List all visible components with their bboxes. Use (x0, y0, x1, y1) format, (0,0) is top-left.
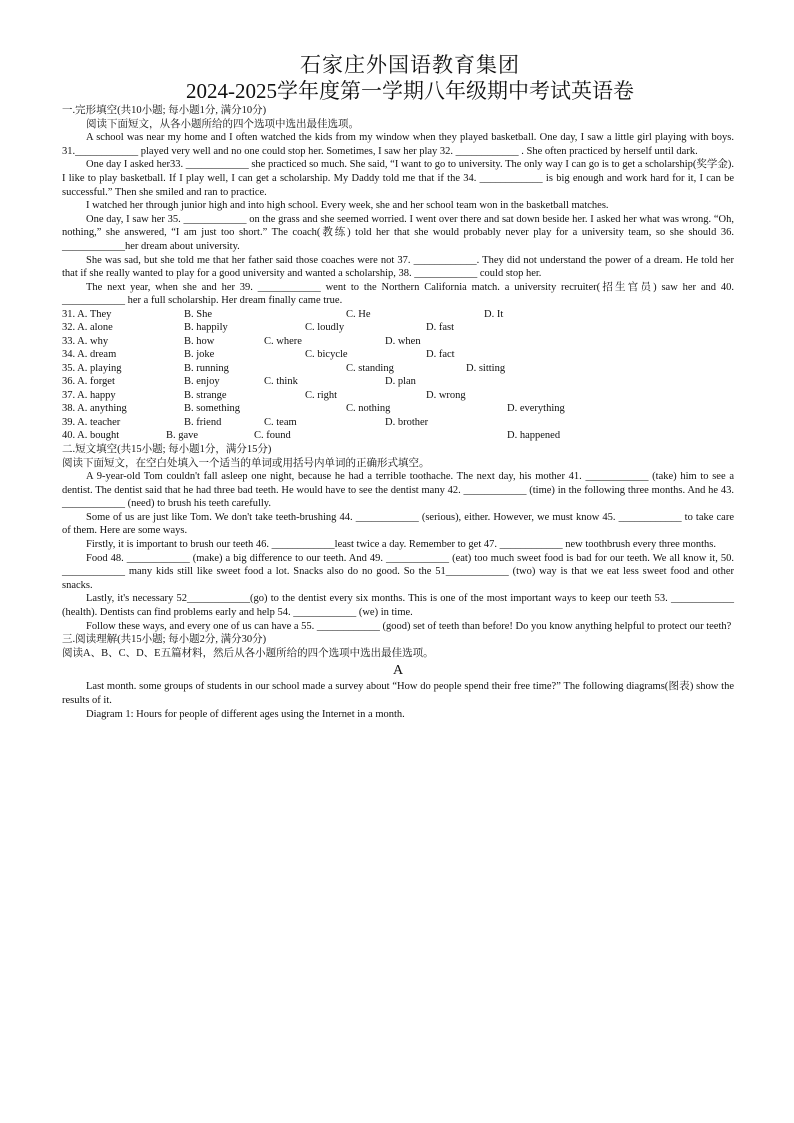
passage-letter: A (392, 663, 404, 679)
exam-page (62, 52, 734, 721)
option-a: 34. A. dream (62, 349, 117, 361)
option-a: 31. A. They (62, 308, 112, 320)
option-c: C. loudly (305, 322, 345, 334)
option-b: B. strange (184, 389, 227, 401)
option-c: C. standing (346, 362, 394, 374)
option-d: D. brother (385, 416, 429, 428)
option-a: 40. A. bought (62, 430, 120, 442)
option-a: 39. A. teacher (62, 416, 121, 428)
option-b: B. something (184, 403, 241, 415)
option-d: D. wrong (426, 389, 466, 401)
option-d: D. sitting (466, 362, 506, 374)
option-a: 35. A. playing (62, 362, 122, 374)
section2-paragraph: Lastly, it's necessary 52____________(go) to the dentist every six months. This is one of the most important ways to keep our teeth 53. ____________ (health). Dentists can find problems early and help 54. ____________ (we) in time. (62, 593, 734, 619)
option-b: B. gave (166, 430, 199, 442)
section2-instruction: 阅读下面短文，在空白处填入一个适当的单词或用括号内单词的正确形式填空。 (62, 457, 430, 469)
option-d: D. fast (426, 322, 454, 334)
option-c: C. right (305, 389, 338, 401)
option-a: 32. A. alone (62, 322, 113, 334)
option-c: C. bicycle (305, 349, 348, 361)
section1-paragraph: One day I asked her33. ____________ she practiced so much. She said, “I want to go to university. The only way I can go is to get a scholarship(奖学金). I like to play basketball. If I play well, I can get a scholarship. My Daddy told me that if the 34. ____________ is big enough and work hard for it, I can be successful.” Then she smiled and ran to practice. (62, 159, 734, 198)
section1-heading: 一.完形填空(共10小题; 每小题1分, 满分10分) (62, 105, 267, 116)
option-b: B. how (184, 335, 215, 347)
options-row-36 (62, 375, 734, 389)
option-b: B. friend (184, 416, 222, 428)
option-c: C. found (254, 430, 291, 442)
section2-paragraph: A 9-year-old Tom couldn't fall asleep one night, because he had a terrible toothache. The next day, his mother 41. ____________ (take) him to see a dentist. The dentist said that he had three bad teeth. He would have to see the dentist many 42. ____________ (time) in the following three months. And he 43. ____________ (need) to brush his teeth carefully. (62, 471, 734, 510)
option-a: 33. A. why (62, 335, 109, 347)
option-b: B. joke (184, 349, 215, 361)
options-row-37 (62, 389, 734, 403)
section3-paragraph: Last month. some groups of students in our school made a survey about “How do people spend their free time?” The following diagrams(图表) show the results of it. (62, 681, 734, 706)
option-d: D. It (484, 308, 504, 320)
option-d: D. fact (426, 349, 455, 361)
section2-paragraph: Firstly, it is important to brush our teeth 46. ____________least twice a day. Remember to get 47. ____________ new toothbrush every three months. (86, 539, 716, 551)
section2-heading: 二.短文填空(共15小题; 每小题1分，满分15分) (62, 443, 272, 455)
options-row-32 (62, 321, 734, 335)
option-c: C. He (346, 308, 371, 320)
options-row-34 (62, 348, 734, 362)
section1-instruction: 阅读下面短文，从各小题所给的四个选项中选出最佳选项。 (86, 118, 359, 130)
option-d: D. plan (385, 376, 416, 388)
option-d: D. when (385, 335, 421, 347)
exam-title: 2024-2025学年度第一学期八年级期中考试英语卷 (186, 79, 634, 103)
section2-paragraph: Food 48. ____________ (make) a big difference to our teeth. And 49. ____________ (eat) too much sweet food is bad for our teeth. We all know it, 50. ____________ many kids still like sweet food a lot. Snacks also do no good. So the 51____________ (two) way is that we eat less sweet food and other snacks. (62, 552, 734, 591)
diagram-caption: Diagram 1: Hours for people of different ages using the Internet in a month. (86, 708, 405, 720)
options-row-38 (62, 402, 734, 416)
section1-options (62, 308, 734, 443)
section3-instruction: 阅读A、B、C、D、E五篇材料，然后从各小题所给的四个选项中选出最佳选项。 (62, 647, 434, 659)
section1-paragraph: A school was near my home and I often watched the kids from my window when they played basketball. One day, I saw a little girl playing with boys. 31.____________ played very well and no one could stop her. Sometimes, I saw her play 32. ____________ . She often practiced by herself until dark. (62, 132, 734, 157)
section3-heading: 三.阅读理解(共15小题; 每小题2分, 满分30分) (62, 634, 267, 646)
option-b: B. happily (184, 322, 228, 334)
option-c: C. team (264, 416, 297, 428)
section1-paragraph: One day, I saw her 35. ____________ on the grass and she seemed worried. I went over there and sat down beside her. I asked her what was wrong. “Oh, nothing,” she answered, “I am just too short.” The coach(教练) told her that she would probably never play for a university team, so she should 36. ____________her dream about university. (62, 213, 734, 252)
options-row-31 (62, 308, 734, 322)
option-b: B. enjoy (184, 376, 220, 388)
section1-paragraph: I watched her through junior high and into high school. Every week, she and her school team won in the basketball matches. (86, 200, 609, 212)
option-c: C. nothing (346, 403, 391, 415)
option-d: D. everything (507, 403, 565, 415)
section1-paragraph: She was sad, but she told me that her father said those coaches were not 37. ____________. They did not understand the power of a dream. He told her that if she really wanted to play for a good university and wanted a scholarship, 38. ____________ could stop her. (62, 254, 734, 280)
options-row-35 (62, 362, 734, 376)
section1-paragraph: The next year, when she and her 39. ____________ went to the Northern California match. a university recruiter(招生官员) saw her and 40. ____________ her a full scholarship. Her dream finally came true. (62, 281, 734, 307)
section2-paragraph: Some of us are just like Tom. We don't take teeth-brushing 44. ____________ (serious), either. However, we must know 45. ____________ to take care of them. Here are some ways. (62, 511, 734, 537)
section2-paragraph: Follow these ways, and every one of us can have a 55. ____________ (good) set of teeth than before! Do you know anything helpful to protect our teeth? (86, 620, 732, 632)
options-row-33 (62, 335, 734, 349)
options-row-39 (62, 416, 734, 430)
options-row-40 (62, 429, 734, 443)
option-b: B. She (184, 308, 213, 320)
option-a: 36. A. forget (62, 376, 115, 388)
option-a: 37. A. happy (62, 389, 116, 401)
school-name: 石家庄外国语教育集团 (300, 53, 520, 77)
option-a: 38. A. anything (62, 403, 127, 415)
option-b: B. running (184, 362, 229, 374)
option-d: D. happened (507, 430, 561, 442)
option-c: C. think (264, 376, 298, 388)
option-c: C. where (264, 335, 302, 347)
